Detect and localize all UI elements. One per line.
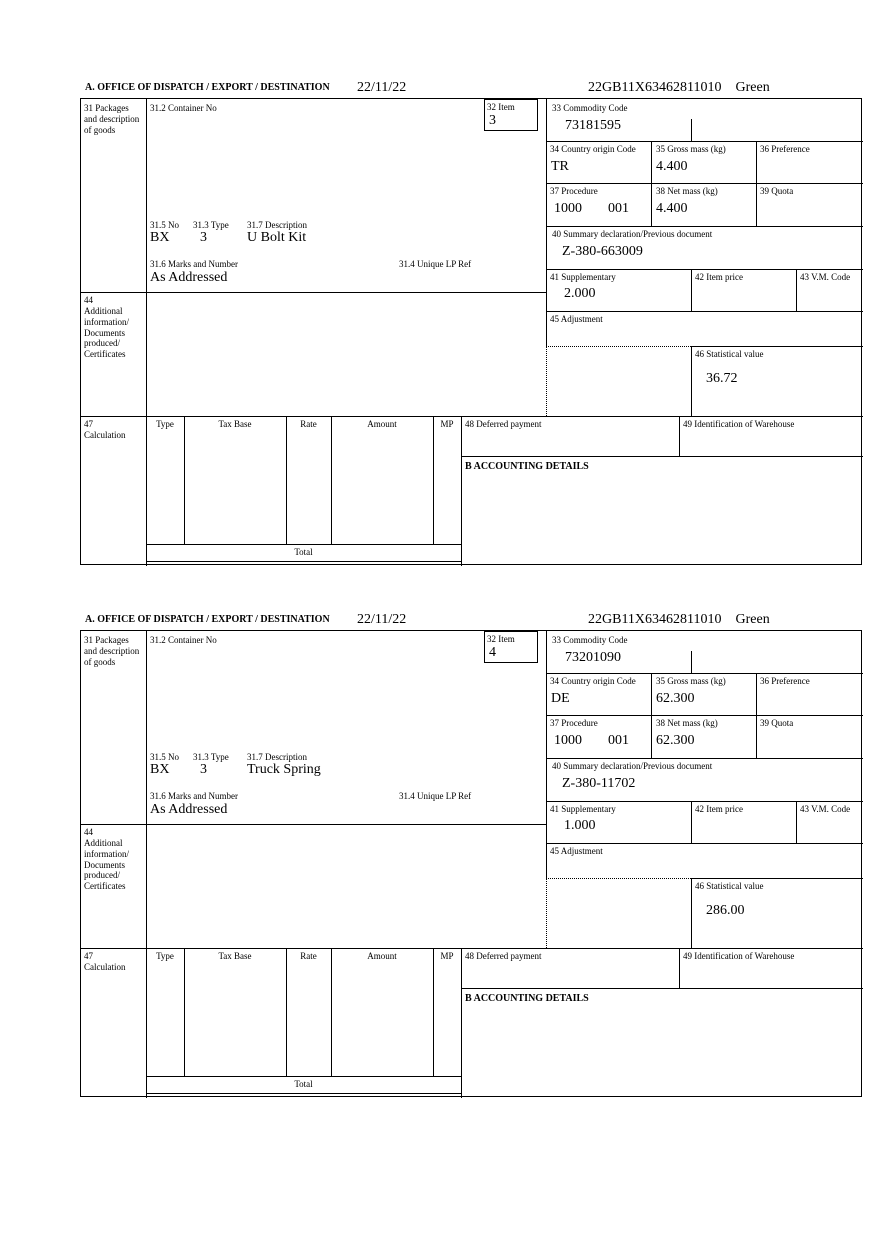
- customs-item-section: [0, 612, 882, 1144]
- border-line: [756, 673, 757, 758]
- border-line: [546, 631, 547, 878]
- box47-calculation-label: 47 Calculation: [84, 951, 126, 972]
- border-line: [651, 141, 652, 226]
- accounting-details-heading: B ACCOUNTING DETAILS: [465, 993, 589, 1004]
- border-line: [691, 878, 692, 948]
- box46-statistical-value-label: 46 Statistical value: [695, 349, 764, 359]
- border-line: [146, 544, 461, 545]
- box37-procedure-label: 37 Procedure: [550, 718, 598, 728]
- routing-status: Green: [735, 80, 770, 95]
- net-mass-value: 62.300: [656, 733, 695, 748]
- box45-adjustment-label: 45 Adjustment: [550, 846, 603, 856]
- border-line: [146, 1076, 461, 1077]
- calc-total-label: Total: [294, 547, 313, 557]
- commodity-code-value: 73181595: [565, 118, 621, 133]
- border-line: [756, 141, 757, 226]
- border-line: [546, 843, 863, 844]
- box31-5-no-label: 31.5 No: [150, 220, 179, 230]
- border-line: [286, 416, 287, 544]
- box44-additional-info-label: Additional information/ Documents produced/ Certificates: [84, 306, 129, 360]
- calc-col-mp-header: MP: [440, 419, 454, 429]
- box48-deferred-payment-label: 48 Deferred payment: [465, 951, 542, 961]
- box40-summary-declaration-label: 40 Summary declaration/Previous document: [552, 229, 713, 239]
- procedure-value: 1000: [554, 201, 582, 216]
- calc-col-rate-header: Rate: [300, 419, 317, 429]
- border-line: [331, 948, 332, 1076]
- marks-and-number-value: As Addressed: [150, 270, 228, 285]
- dispatch-date: 22/11/22: [357, 612, 407, 627]
- border-line: [81, 416, 863, 417]
- box39-quota-label: 39 Quota: [760, 186, 794, 196]
- office-of-dispatch-heading: A. OFFICE OF DISPATCH / EXPORT / DESTINATION: [85, 614, 330, 625]
- office-of-dispatch-heading: A. OFFICE OF DISPATCH / EXPORT / DESTINATION: [85, 82, 330, 93]
- border-line: [81, 292, 546, 293]
- box43-vm-code-label: 43 V.M. Code: [800, 272, 851, 282]
- border-line: [679, 416, 680, 456]
- border-line: [184, 416, 185, 544]
- box44-number-label: 44: [84, 295, 93, 305]
- goods-description-value: Truck Spring: [247, 762, 321, 777]
- box43-vm-code-label: 43 V.M. Code: [800, 804, 851, 814]
- box31-4-unique-lp-ref-label: 31.4 Unique LP Ref: [399, 791, 472, 801]
- border-line: [146, 1093, 461, 1094]
- border-line: [546, 183, 863, 184]
- border-line: [679, 948, 680, 988]
- border-line: [691, 269, 692, 311]
- box31-packages-label: 31 Packages and description of goods: [84, 635, 140, 667]
- box31-5-no-label: 31.5 No: [150, 752, 179, 762]
- summary-declaration-value: Z-380-11702: [562, 776, 636, 791]
- declaration-form-grid: [80, 630, 862, 1097]
- box35-gross-mass-label: 35 Gross mass (kg): [656, 144, 726, 154]
- package-type-value: 3: [200, 230, 207, 245]
- box31-6-marks-label: 31.6 Marks and Number: [150, 791, 238, 801]
- calc-total-label: Total: [294, 1079, 313, 1089]
- item-number-value: 4: [489, 645, 496, 660]
- supplementary-value: 1.000: [564, 818, 596, 833]
- commodity-code-value: 73201090: [565, 650, 621, 665]
- movement-reference: [588, 612, 770, 628]
- box42-item-price-label: 42 Item price: [695, 804, 743, 814]
- calc-col-tax-base-header: Tax Base: [218, 951, 252, 961]
- country-origin-value: DE: [551, 691, 570, 706]
- border-line: [546, 269, 863, 270]
- border-line: [546, 141, 863, 142]
- border-line: [546, 801, 863, 802]
- border-line: [461, 416, 462, 566]
- box34-origin-label: 34 Country origin Code: [550, 676, 636, 686]
- calc-col-type-header: Type: [156, 419, 174, 429]
- border-line: [691, 346, 692, 416]
- border-line: [146, 99, 147, 566]
- border-line: [146, 561, 461, 562]
- calc-col-rate-header: Rate: [300, 951, 317, 961]
- border-line: [691, 346, 863, 347]
- dotted-border-line: [546, 346, 691, 347]
- box31-2-container-label: 31.2 Container No: [150, 635, 217, 645]
- box47-calculation-label: 47 Calculation: [84, 419, 126, 440]
- country-origin-value: TR: [551, 159, 569, 174]
- box33-commodity-label: 33 Commodity Code: [552, 103, 628, 113]
- box34-origin-label: 34 Country origin Code: [550, 144, 636, 154]
- box31-packages-label: 31 Packages and description of goods: [84, 103, 140, 135]
- declaration-form-grid: [80, 98, 862, 565]
- border-line: [433, 416, 434, 544]
- border-line: [796, 269, 797, 311]
- box49-warehouse-label: 49 Identification of Warehouse: [683, 419, 795, 429]
- border-line: [691, 801, 692, 843]
- border-line: [184, 948, 185, 1076]
- mrn-number: 22GB11X63462811010: [588, 80, 722, 95]
- box31-7-description-label: 31.7 Description: [247, 752, 307, 762]
- box38-net-mass-label: 38 Net mass (kg): [656, 718, 718, 728]
- border-line: [546, 226, 863, 227]
- box38-net-mass-label: 38 Net mass (kg): [656, 186, 718, 196]
- border-line: [81, 948, 863, 949]
- border-line: [461, 948, 462, 1098]
- accounting-details-heading: B ACCOUNTING DETAILS: [465, 461, 589, 472]
- calc-col-amount-header: Amount: [367, 419, 397, 429]
- box45-adjustment-label: 45 Adjustment: [550, 314, 603, 324]
- dotted-border-line: [546, 878, 547, 948]
- item-number-value: 3: [489, 113, 496, 128]
- net-mass-value: 4.400: [656, 201, 688, 216]
- box35-gross-mass-label: 35 Gross mass (kg): [656, 676, 726, 686]
- summary-declaration-value: Z-380-663009: [562, 244, 643, 259]
- border-line: [796, 801, 797, 843]
- border-line: [546, 715, 863, 716]
- box41-supplementary-label: 41 Supplementary: [550, 804, 616, 814]
- dispatch-date: 22/11/22: [357, 80, 407, 95]
- calc-col-type-header: Type: [156, 951, 174, 961]
- box31-6-marks-label: 31.6 Marks and Number: [150, 259, 238, 269]
- movement-reference: [588, 80, 770, 96]
- box37-procedure-label: 37 Procedure: [550, 186, 598, 196]
- border-line: [81, 824, 546, 825]
- box44-number-label: 44: [84, 827, 93, 837]
- border-line: [286, 948, 287, 1076]
- box36-preference-label: 36 Preference: [760, 144, 810, 154]
- border-line: [461, 456, 863, 457]
- gross-mass-value: 62.300: [656, 691, 695, 706]
- procedure-value: 1000: [554, 733, 582, 748]
- border-line: [691, 878, 863, 879]
- commodity-code-tick: [691, 119, 692, 141]
- calc-col-amount-header: Amount: [367, 951, 397, 961]
- border-line: [146, 631, 147, 1098]
- package-no-value: BX: [150, 230, 170, 245]
- border-line: [651, 673, 652, 758]
- mrn-number: 22GB11X63462811010: [588, 612, 722, 627]
- box31-4-unique-lp-ref-label: 31.4 Unique LP Ref: [399, 259, 472, 269]
- dotted-border-line: [546, 878, 691, 879]
- package-no-value: BX: [150, 762, 170, 777]
- gross-mass-value: 4.400: [656, 159, 688, 174]
- border-line: [546, 673, 863, 674]
- commodity-code-tick: [691, 651, 692, 673]
- goods-description-value: U Bolt Kit: [247, 230, 307, 245]
- box36-preference-label: 36 Preference: [760, 676, 810, 686]
- procedure-code-value: 001: [608, 201, 629, 216]
- procedure-code-value: 001: [608, 733, 629, 748]
- package-type-value: 3: [200, 762, 207, 777]
- routing-status: Green: [735, 612, 770, 627]
- statistical-value: 36.72: [706, 371, 738, 386]
- box48-deferred-payment-label: 48 Deferred payment: [465, 419, 542, 429]
- box42-item-price-label: 42 Item price: [695, 272, 743, 282]
- statistical-value: 286.00: [706, 903, 745, 918]
- box31-7-description-label: 31.7 Description: [247, 220, 307, 230]
- box39-quota-label: 39 Quota: [760, 718, 794, 728]
- calc-col-tax-base-header: Tax Base: [218, 419, 252, 429]
- box33-commodity-label: 33 Commodity Code: [552, 635, 628, 645]
- dotted-border-line: [546, 346, 547, 416]
- box44-additional-info-label: Additional information/ Documents produced/ Certificates: [84, 838, 129, 892]
- box31-3-type-label: 31.3 Type: [193, 752, 229, 762]
- box31-2-container-label: 31.2 Container No: [150, 103, 217, 113]
- box32-item-label: 32 Item: [487, 634, 515, 644]
- border-line: [546, 99, 547, 346]
- border-line: [546, 311, 863, 312]
- box32-item-label: 32 Item: [487, 102, 515, 112]
- customs-item-section: [0, 80, 882, 612]
- box49-warehouse-label: 49 Identification of Warehouse: [683, 951, 795, 961]
- supplementary-value: 2.000: [564, 286, 596, 301]
- box40-summary-declaration-label: 40 Summary declaration/Previous document: [552, 761, 713, 771]
- box41-supplementary-label: 41 Supplementary: [550, 272, 616, 282]
- border-line: [461, 988, 863, 989]
- border-line: [546, 758, 863, 759]
- calc-col-mp-header: MP: [440, 951, 454, 961]
- border-line: [331, 416, 332, 544]
- box31-3-type-label: 31.3 Type: [193, 220, 229, 230]
- box46-statistical-value-label: 46 Statistical value: [695, 881, 764, 891]
- marks-and-number-value: As Addressed: [150, 802, 228, 817]
- border-line: [433, 948, 434, 1076]
